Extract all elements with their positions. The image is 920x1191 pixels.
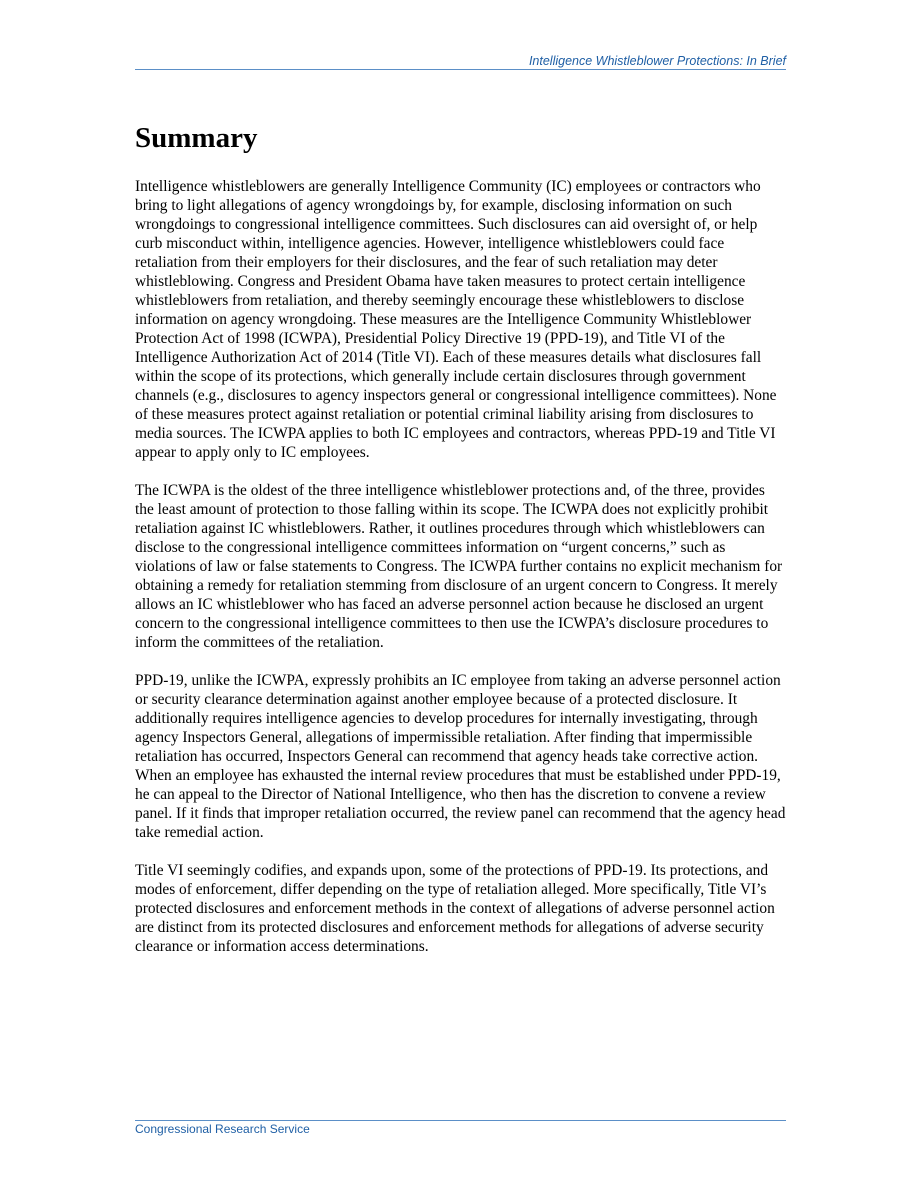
footer-divider <box>135 1120 786 1121</box>
footer-organization: Congressional Research Service <box>135 1122 310 1136</box>
page-title: Summary <box>135 122 258 154</box>
summary-body <box>135 177 786 975</box>
running-header: Intelligence Whistleblower Protections: In Brief <box>528 54 786 68</box>
header-divider <box>135 69 786 70</box>
paragraph-1: Intelligence whistleblowers are generally Intelligence Community (IC) employees or contractors who bring to light allegations of agency wrongdoings by, for example, disclosing information on such wrongdoings to congressional intelligence committees. Such disclosures can aid oversight of, or help curb misconduct within, intelligence agencies. However, intelligence whistleblowers could face retaliation from their employers for their disclosures, and the fear of such retaliation may deter whistleblowing. Congress and President Obama have taken measures to protect certain intelligence whistleblowers from retaliation, and thereby seemingly encourage these whistleblowers to disclose information on agency wrongdoing. These measures are the Intelligence Community Whistleblower Protection Act of 1998 (ICWPA), Presidential Policy Directive 19 (PPD-19), and Title VI of the Intelligence Authorization Act of 2014 (Title VI). Each of these measures details what disclosures fall within the scope of its protections, which generally include certain disclosures through government channels (e.g., disclosures to agency inspectors general or congressional intelligence committees). None of these measures protect against retaliation or potential criminal liability arising from disclosures to media sources. The ICWPA applies to both IC employees and contractors, whereas PPD-19 and Title VI appear to apply only to IC employees. <box>135 178 777 461</box>
paragraph-2: The ICWPA is the oldest of the three intelligence whistleblower protections and, of the three, provides the least amount of protection to those falling within its scope. The ICWPA does not explicitly prohibit retaliation against IC whistleblowers. Rather, it outlines procedures through which whistleblowers can disclose to the congressional intelligence committees information on “urgent concerns,” such as violations of law or false statements to Congress. The ICWPA further contains no explicit mechanism for obtaining a remedy for retaliation stemming from disclosure of an urgent concern to Congress. It merely allows an IC whistleblower who has faced an adverse personnel action because he disclosed an urgent concern to the congressional intelligence committees to then use the ICWPA’s disclosure procedures to inform the committees of the retaliation. <box>135 482 783 651</box>
paragraph-3: PPD-19, unlike the ICWPA, expressly prohibits an IC employee from taking an adverse personnel action or security clearance determination against another employee because of a protected disclosure. It additionally requires intelligence agencies to develop procedures for internally investigating, through agency Inspectors General, allegations of impermissible retaliation. After finding that impermissible retaliation has occurred, Inspectors General can recommend that agency heads take corrective action. When an employee has exhausted the internal review procedures that must be established under PPD-19, he can appeal to the Director of National Intelligence, who then has the discretion to convene a review panel. If it finds that improper retaliation occurred, the review panel can recommend that the agency head take remedial action. <box>135 672 786 841</box>
paragraph-4: Title VI seemingly codifies, and expands upon, some of the protections of PPD-19. Its protections, and modes of enforcement, differ depending on the type of retaliation alleged. More specifically, Title VI’s protected disclosures and enforcement methods in the context of allegations of adverse personnel action are distinct from its protected disclosures and enforcement methods for allegations of adverse security clearance or information access determinations. <box>135 862 775 955</box>
